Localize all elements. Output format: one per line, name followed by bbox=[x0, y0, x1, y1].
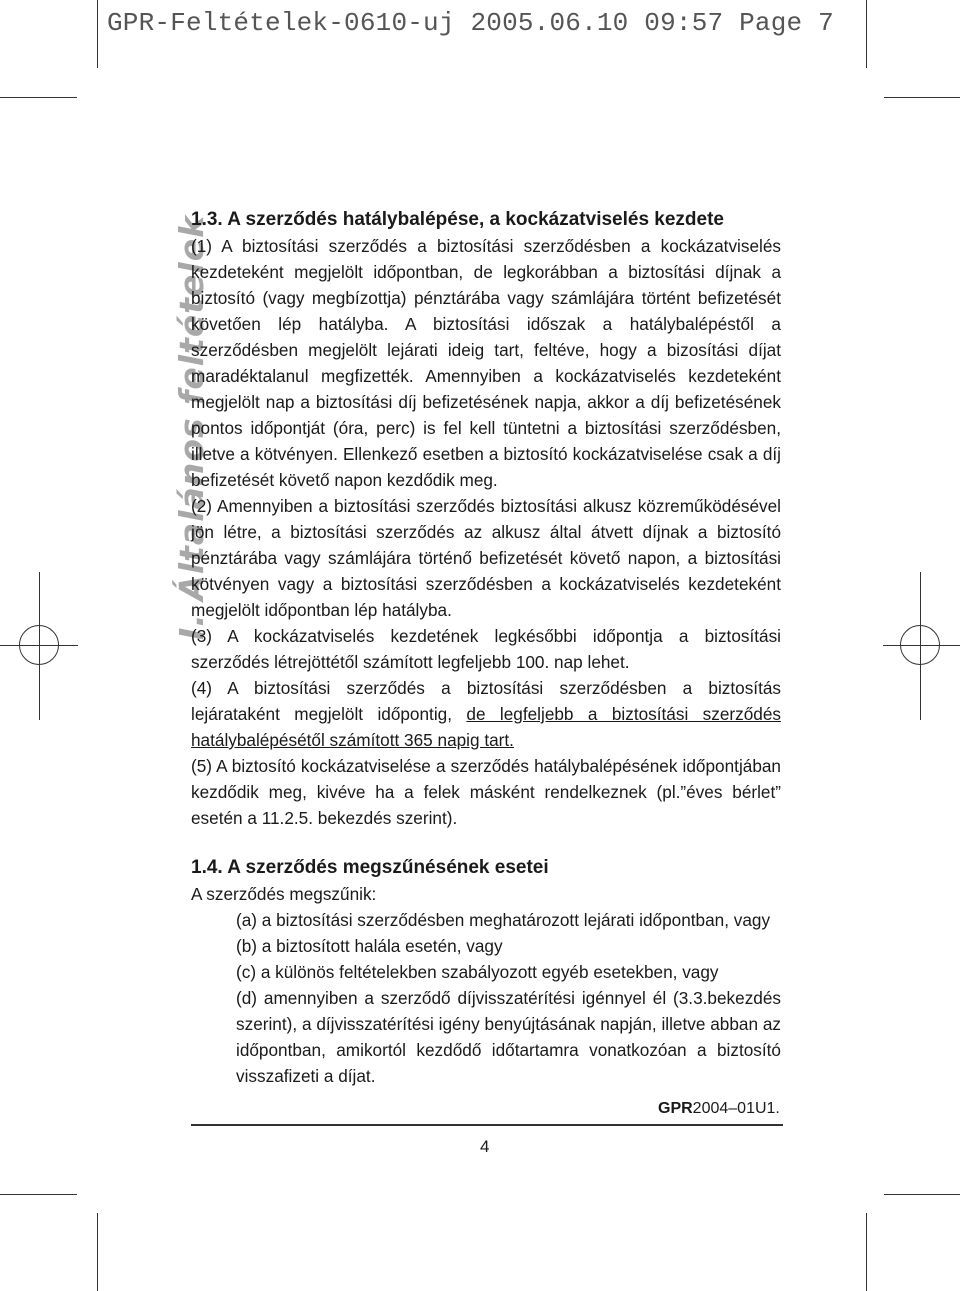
paragraph-1: (1) A biztosítási szerződés a biztosítási szerződésben a kockázatviselés kezdeteként megjelölt időpontban, de legkorábban a biztosítási díjnak a biztosító (vagy megbízottja) pénztárába vagy számlájára történt befizetését követően lép hatályba. A biztosítási időszak a hatálybalépéstől a szerződésben megjelölt lejárati ideig tart, feltéve, hogy a bizosítási díjat maradéktalanul megfizették. Amennyiben a kockázatviselés kezdeteként megjelölt nap a biztosítási díj befizetésének napja, akkor a díj befizetésének pontos időpontját (óra, perc) is fel kell tüntetni a biztosítási szerződésben, illetve a kötvényen. Ellenkező esetben a biztosító kockázatviselése csak a díj befizetését követő napon kezdődik meg. bbox=[191, 236, 781, 490]
crop-mark bbox=[0, 97, 77, 98]
list-item-b: (b) a biztosított halála esetén, vagy bbox=[236, 936, 503, 956]
paragraph-4-text: (4) A biztosítási szerződés a biztosítási szerződésben a biztosítás lejárataként megjelölt időpontig, bbox=[191, 678, 781, 724]
list-item-a: (a) a biztosítási szerződésben meghatározott lejárati időpontban, vagy bbox=[236, 910, 771, 930]
list-item-c: (c) a különös feltételekben szabályozott egyéb esetekben, vagy bbox=[236, 962, 719, 982]
body-content bbox=[191, 207, 781, 1089]
paragraph-4-underlined: de legfeljebb a biztosítási szerződés hatálybalépésétől számított 365 napig tart. bbox=[191, 704, 781, 750]
registration-mark-left bbox=[39, 572, 40, 720]
page-number: 4 bbox=[480, 1137, 490, 1156]
paragraph-3: (3) A kockázatviselés kezdetének legkésőbbi időpontja a biztosítási szerződés létrejöttétől számított legfeljebb 100. nap lehet. bbox=[191, 626, 781, 672]
paragraph-4 bbox=[191, 675, 781, 753]
print-slug-header: GPR-Feltételek-0610-uj 2005.06.10 09:57 Page 7 bbox=[107, 8, 834, 38]
paragraph-5: (5) A biztosító kockázatviselése a szerződés hatálybalépésének időpontjában kezdődik meg, kivéve ha a felek másként rendelkeznek (pl.”éves bérlet” esetén a 11.2.5. bekezdés szerint). bbox=[191, 756, 781, 828]
crop-mark bbox=[866, 1213, 867, 1291]
footer-rule bbox=[191, 1124, 783, 1126]
registration-mark-right bbox=[883, 645, 960, 646]
section-intro: A szerződés megszűnik: bbox=[191, 884, 377, 904]
crop-mark bbox=[97, 1213, 98, 1291]
crop-mark bbox=[884, 1194, 960, 1195]
crop-mark bbox=[884, 97, 960, 98]
section-heading-1-4: 1.4. A szerződés megszűnésének esetei bbox=[191, 857, 549, 878]
paragraph-2: (2) Amennyiben a biztosítási szerződés biztosítási alkusz közreműködésével jön létre, a biztosítási szerződés az alkusz által átvett díjnak a biztosító pénztárába vagy számlájára történő befizetését követő napon, a biztosítási kötvényen vagy a biztosítási szerződésben a kockázatviselés kezdeteként megjelölt időpontban lép hatályba. bbox=[191, 496, 781, 620]
registration-mark-right bbox=[920, 572, 921, 720]
crop-mark bbox=[0, 1194, 77, 1195]
registration-mark-left bbox=[0, 645, 78, 646]
side-section-title: I. Általános feltételek bbox=[172, 214, 211, 640]
section-heading-1-3: 1.3. A szerződés hatálybalépése, a kockázatviselés kezdete bbox=[191, 209, 724, 230]
list-item-d: (d) amennyiben a szerződő díjvisszatérítési igénnyel él (3.3.bekezdés szerint), a díjvisszatérítési igény benyújtásának napján, illetve abban az időpontban, amikortól kezdődő időtartamra vonatkozóan a biztosító visszafizeti a díjat. bbox=[236, 988, 781, 1086]
crop-mark bbox=[97, 0, 98, 68]
code-label: 2004–01U1. bbox=[692, 1100, 780, 1117]
document-code bbox=[658, 1100, 780, 1118]
brand-label: GPR bbox=[658, 1100, 693, 1117]
